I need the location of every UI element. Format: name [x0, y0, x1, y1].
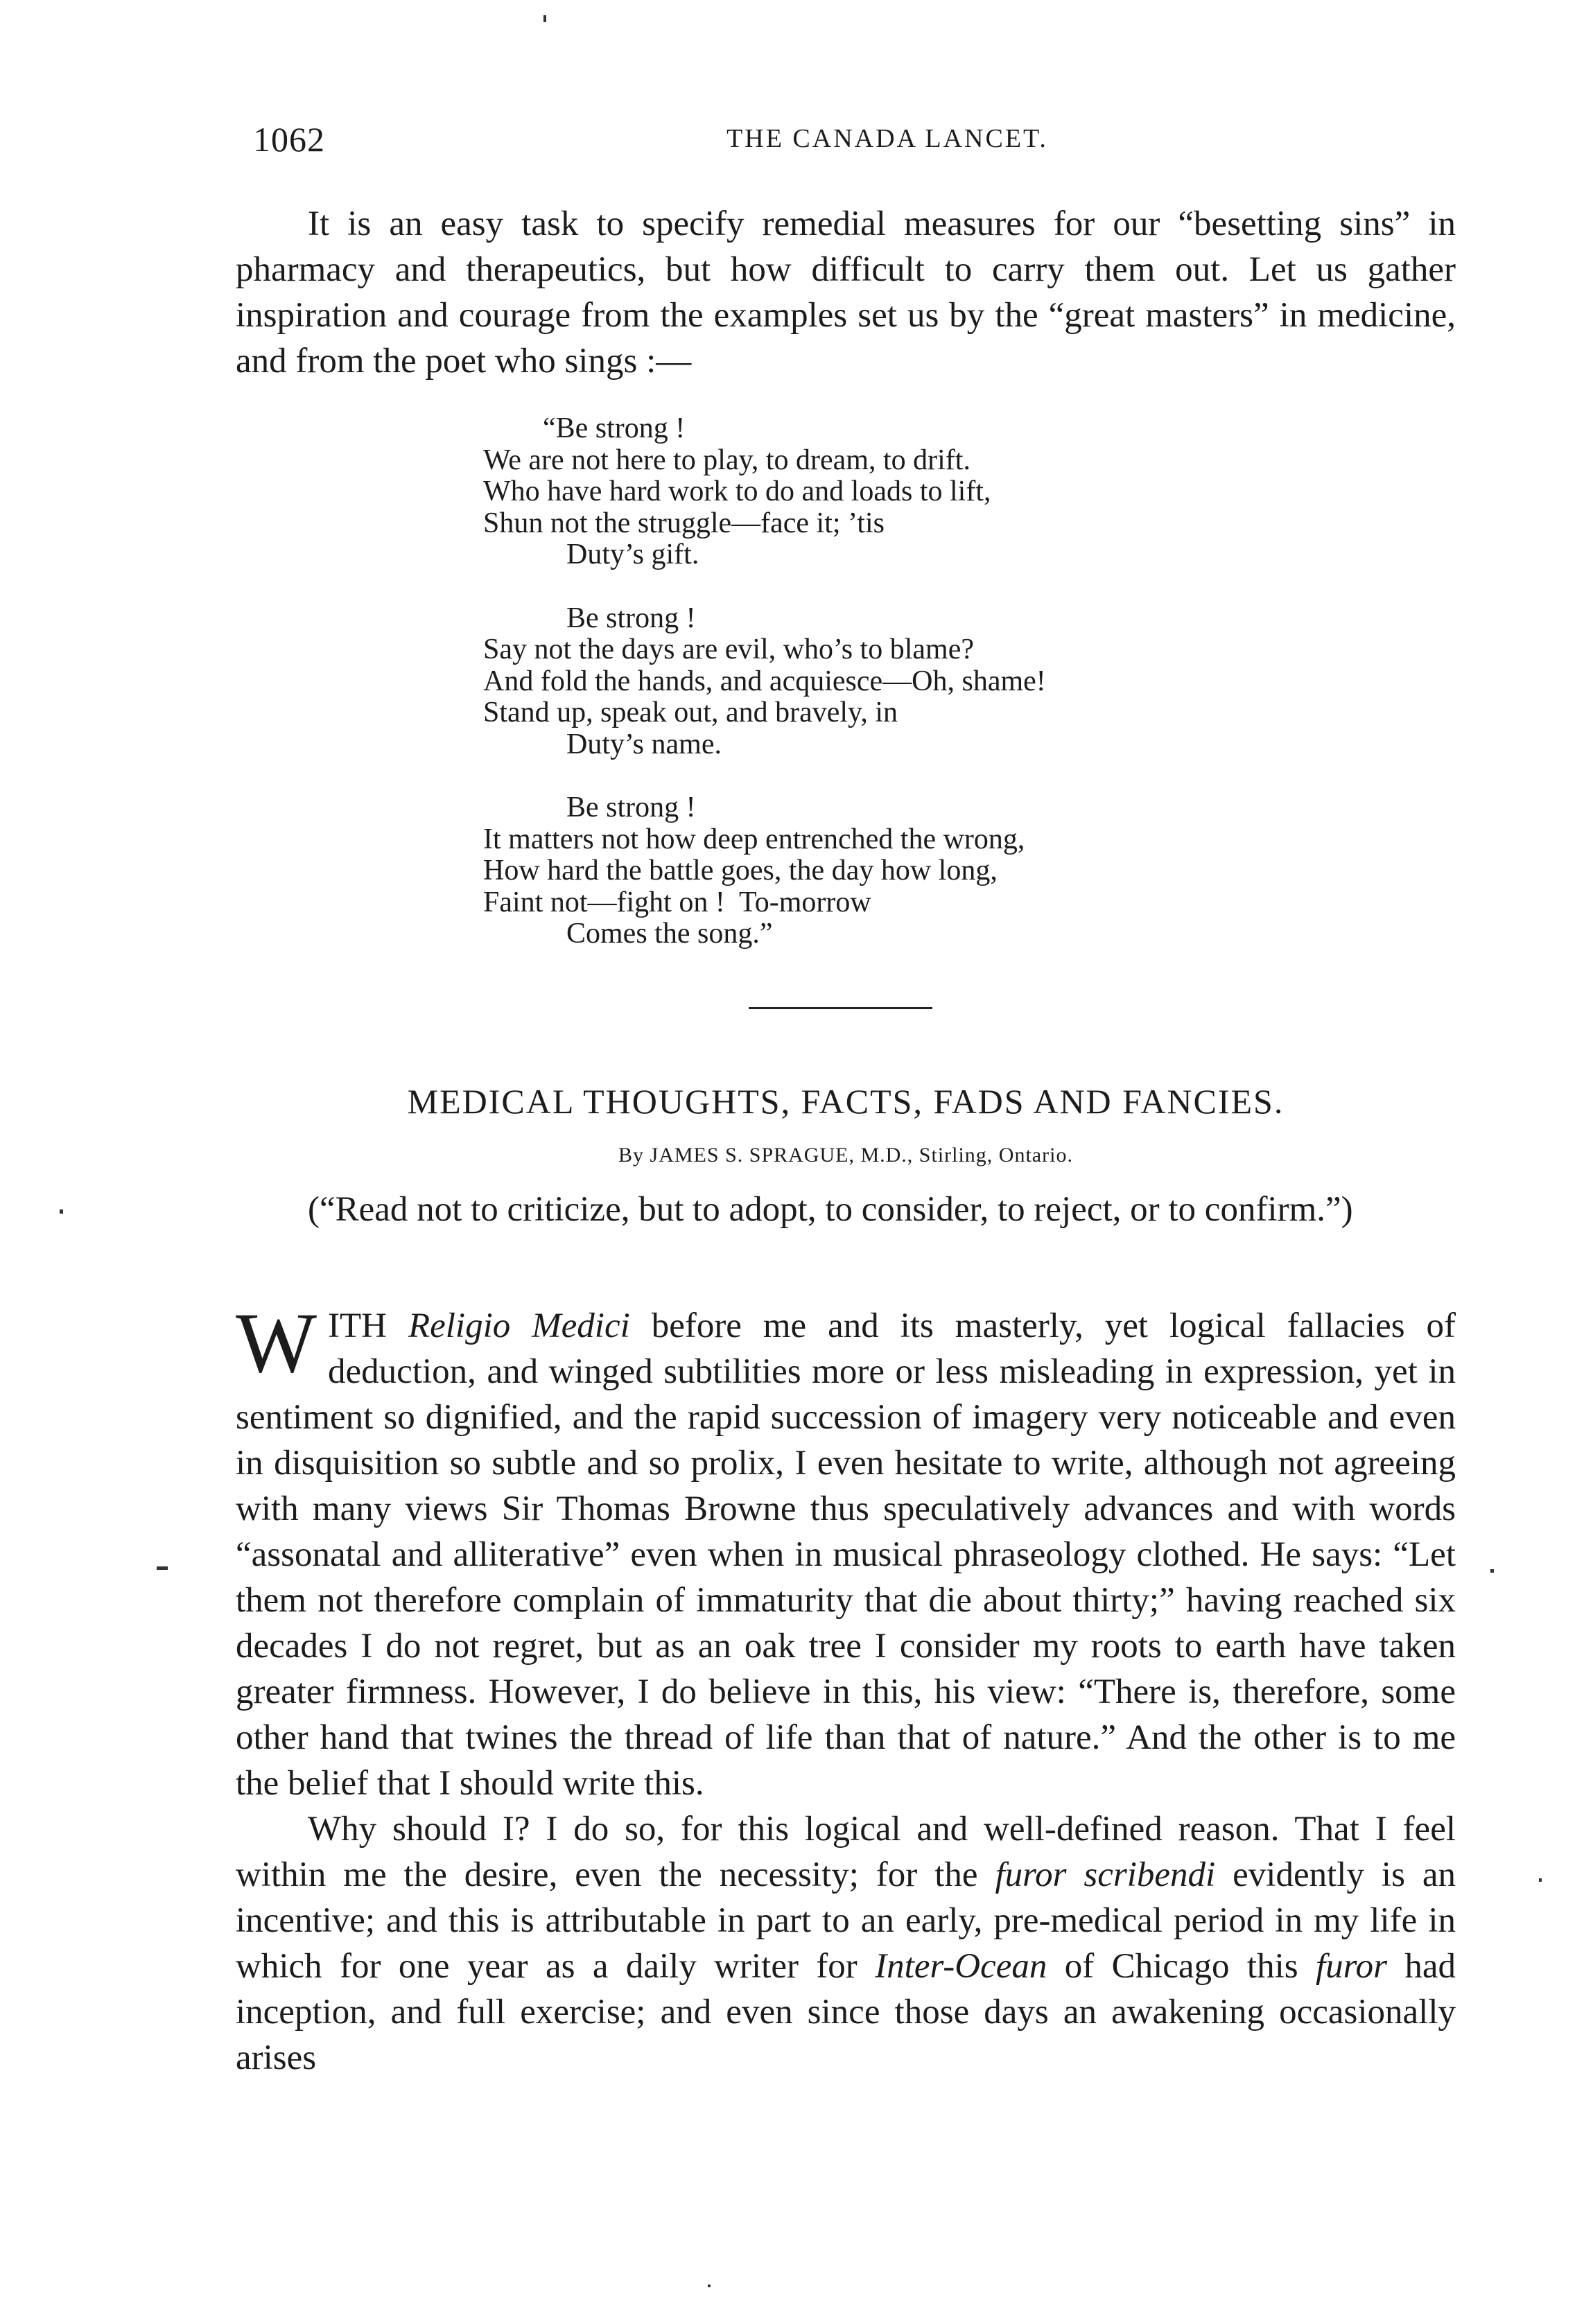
- p1-italic: Religio Medici: [408, 1307, 630, 1345]
- p2-italic-3: furor: [1316, 1947, 1387, 1986]
- p2-italic-2: Inter-Ocean: [875, 1947, 1047, 1986]
- poem: [483, 413, 1046, 982]
- byline-place: Stirling, Ontario.: [919, 1144, 1073, 1167]
- intro-paragraph: It is an easy task to specify remedial measures for our “besetting sins” in pharmacy and therapeutics, but how difficult to carry them out. Let us gather inspiration and courage from the examples set us by the “great masters” in medicine, and from the poet who sings :—: [236, 204, 1456, 381]
- byline-prefix: By: [618, 1144, 645, 1167]
- article-body: [236, 1295, 1456, 2081]
- article-byline: [236, 1144, 1456, 1167]
- scan-speck: [1539, 1878, 1542, 1882]
- scan-speck: [543, 15, 546, 22]
- scan-speck: [157, 1566, 168, 1570]
- poem-line: Be strong !: [566, 792, 696, 823]
- article-title: MEDICAL THOUGHTS, FACTS, FADS AND FANCIES.: [407, 1082, 1285, 1121]
- article-paragraph-2: [236, 1806, 1456, 2081]
- poem-stanza-3: [483, 792, 1046, 950]
- poem-line: Who have hard work to do and loads to lift,: [483, 475, 991, 507]
- section-divider: [749, 1007, 932, 1009]
- p2-c: of Chicago this: [1047, 1947, 1316, 1986]
- p2-d: had inception, and full exercise; and even since those days an awakening occasionally arises: [236, 1947, 1456, 2077]
- byline-author: JAMES S. SPRAGUE, M.D.,: [650, 1144, 914, 1167]
- p2-b: evidently is an incentive; and this is attributable in part to an early, pre-medical period in my life in which for one year as a daily writer for: [236, 1855, 1456, 1986]
- poem-line: Shun not the struggle—face it; ’tis: [483, 507, 885, 539]
- poem-line: Say not the days are evil, who’s to blame?: [483, 634, 974, 665]
- poem-line: We are not here to play, to dream, to drift.: [483, 444, 970, 476]
- poem-line: Stand up, speak out, and bravely, in: [483, 697, 898, 728]
- page-number: 1062: [253, 120, 325, 159]
- p2-a: Why should I? I do so, for this logical and well-defined reason. That I feel within me the desire, even the necessity; for the: [236, 1810, 1456, 1894]
- poem-line: “Be strong !: [543, 412, 686, 444]
- epigraph-block: [236, 1187, 1456, 1232]
- poem-line: Be strong !: [566, 602, 696, 634]
- poem-line: And fold the hands, and acquiesce—Oh, shame!: [483, 665, 1046, 697]
- p1-rest: before me and its masterly, yet logical fallacies of deduction, and winged subtilities more or less misleading in expression, yet in sentiment so dignified, and the rapid succession of imagery very noticeable and even in disquisition so subtle and so prolix, I even hesitate to write, although not agreeing with many views Sir Thomas Browne thus speculatively advances and with words “assonatal and alliterative” even when in musical phraseology clothed. He says: “Let them not therefore complain of immaturity that die about thirty;” having reached six decades I do not regret, but as an oak tree I consider my roots to earth have taken greater firmness. However, I do believe in this, his view: “There is, therefore, some other hand that twines the thread of life than that of nature.” And the other is to me the belief that I should write this.: [236, 1307, 1456, 1803]
- poem-line: Duty’s name.: [566, 728, 722, 760]
- epigraph: (“Read not to criticize, but to adopt, to consider, to reject, or to confirm.”): [308, 1190, 1353, 1229]
- page-header: [253, 119, 1522, 168]
- article-paragraph-1: [236, 1295, 1456, 1806]
- poem-stanza-2: [483, 603, 1046, 761]
- poem-line: How hard the battle goes, the day how long,: [483, 855, 998, 886]
- intro-paragraph-block: [236, 201, 1456, 384]
- drop-cap: W: [236, 1295, 317, 1390]
- poem-line: Comes the song.”: [566, 918, 773, 950]
- running-head: THE CANADA LANCET.: [726, 124, 1048, 153]
- poem-stanza-1: [483, 413, 1046, 571]
- p1-start: ITH: [328, 1307, 408, 1345]
- scan-speck: [1490, 1569, 1494, 1573]
- poem-line: It matters not how deep entrenched the wrong,: [483, 823, 1025, 855]
- poem-line: Faint not—fight on ! To-morrow: [483, 886, 871, 918]
- scan-speck: [60, 1209, 63, 1214]
- scan-speck: [708, 2284, 711, 2287]
- p2-italic-1: furor scribendi: [995, 1855, 1216, 1894]
- poem-line: Duty’s gift.: [566, 539, 699, 570]
